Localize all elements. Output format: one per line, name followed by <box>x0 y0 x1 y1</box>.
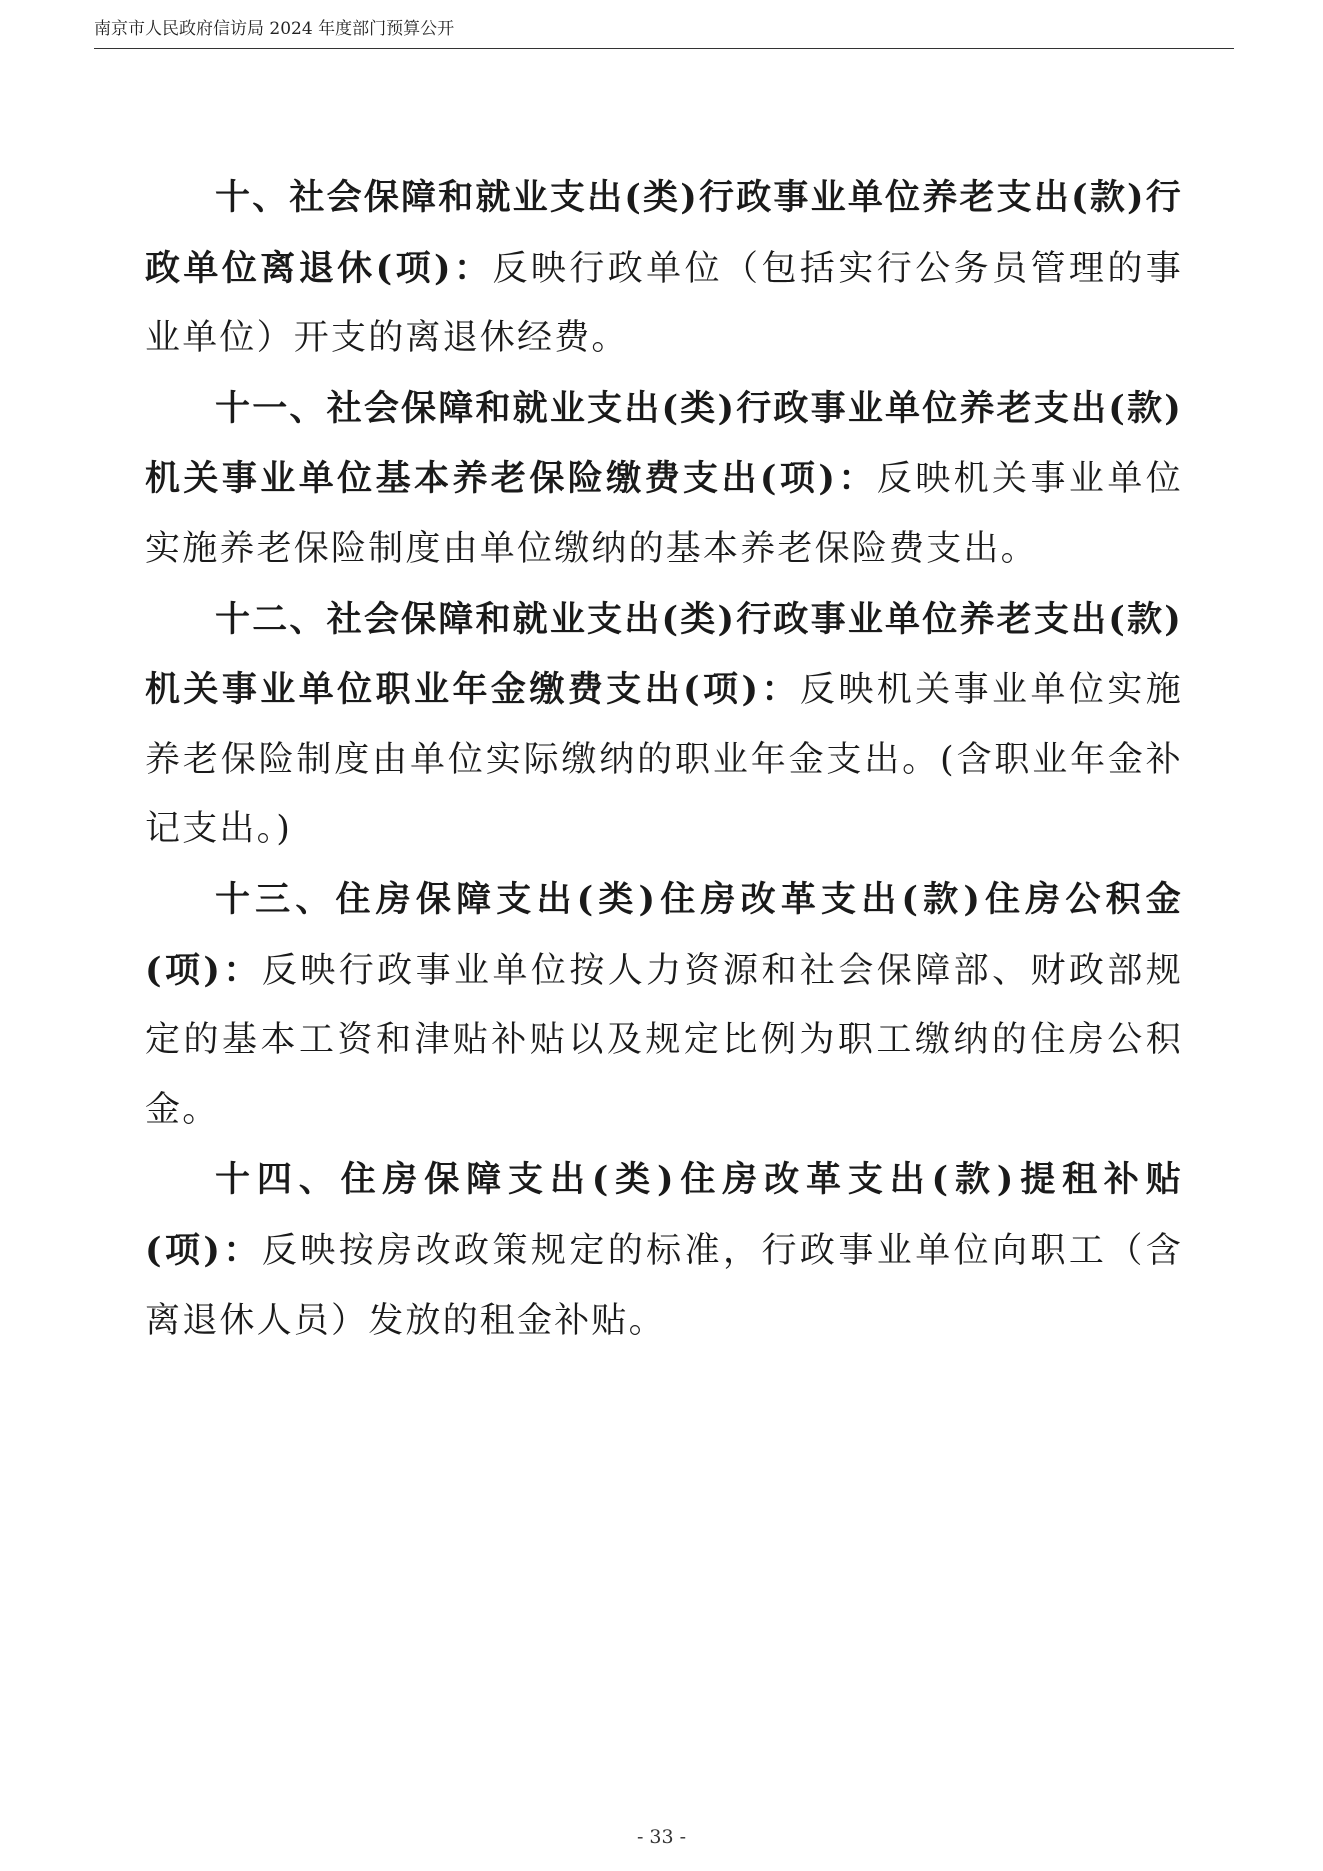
paragraph-item-12 <box>145 585 1183 865</box>
page-header <box>94 18 1234 49</box>
paragraph-heading: 十四、住房保障支出(类)住房改革支出(款)提租补贴(项)： <box>145 1159 1183 1271</box>
paragraph-item-10 <box>145 163 1183 374</box>
paragraph-heading: 十三、住房保障支出(类)住房改革支出(款)住房公积金(项)： <box>145 878 1183 991</box>
paragraph-item-14 <box>145 1145 1183 1356</box>
paragraph-item-11 <box>145 374 1183 585</box>
page-number: - 33 - <box>636 1826 687 1848</box>
header-title: 南京市人民政府信访局 2024 年度部门预算公开 <box>94 19 455 39</box>
paragraph-text: 反映按房改政策规定的标准，行政事业单位向职工（含离退休人员）发放的租金补贴。 <box>145 1230 1183 1341</box>
paragraph-text: 反映行政单位（包括实行公务员管理的事业单位）开支的离退休经费。 <box>145 248 1183 359</box>
paragraph-text: 反映机关事业单位实施养老保险制度由单位缴纳的基本养老保险费支出。 <box>145 459 1183 569</box>
paragraph-text: 反映行政事业单位按人力资源和社会保障部、财政部规定的基本工资和津贴补贴以及规定比例为职工缴纳的住房公积金。 <box>145 950 1183 1130</box>
paragraph-text: 反映机关事业单位实施养老保险制度由单位实际缴纳的职业年金支出。(含职业年金补记支出。) <box>145 670 1183 850</box>
paragraph-item-13 <box>145 865 1183 1145</box>
paragraph-heading: 十一、社会保障和就业支出(类)行政事业单位养老支出(款)机关事业单位基本养老保险缴费支出(项)： <box>145 387 1183 500</box>
paragraph-heading: 十二、社会保障和就业支出(类)行政事业单位养老支出(款)机关事业单位职业年金缴费支出(项)： <box>145 598 1183 711</box>
document-body <box>145 163 1183 1356</box>
paragraph-heading: 十、社会保障和就业支出(类)行政事业单位养老支出(款)行政单位离退休(项)： <box>145 177 1183 289</box>
